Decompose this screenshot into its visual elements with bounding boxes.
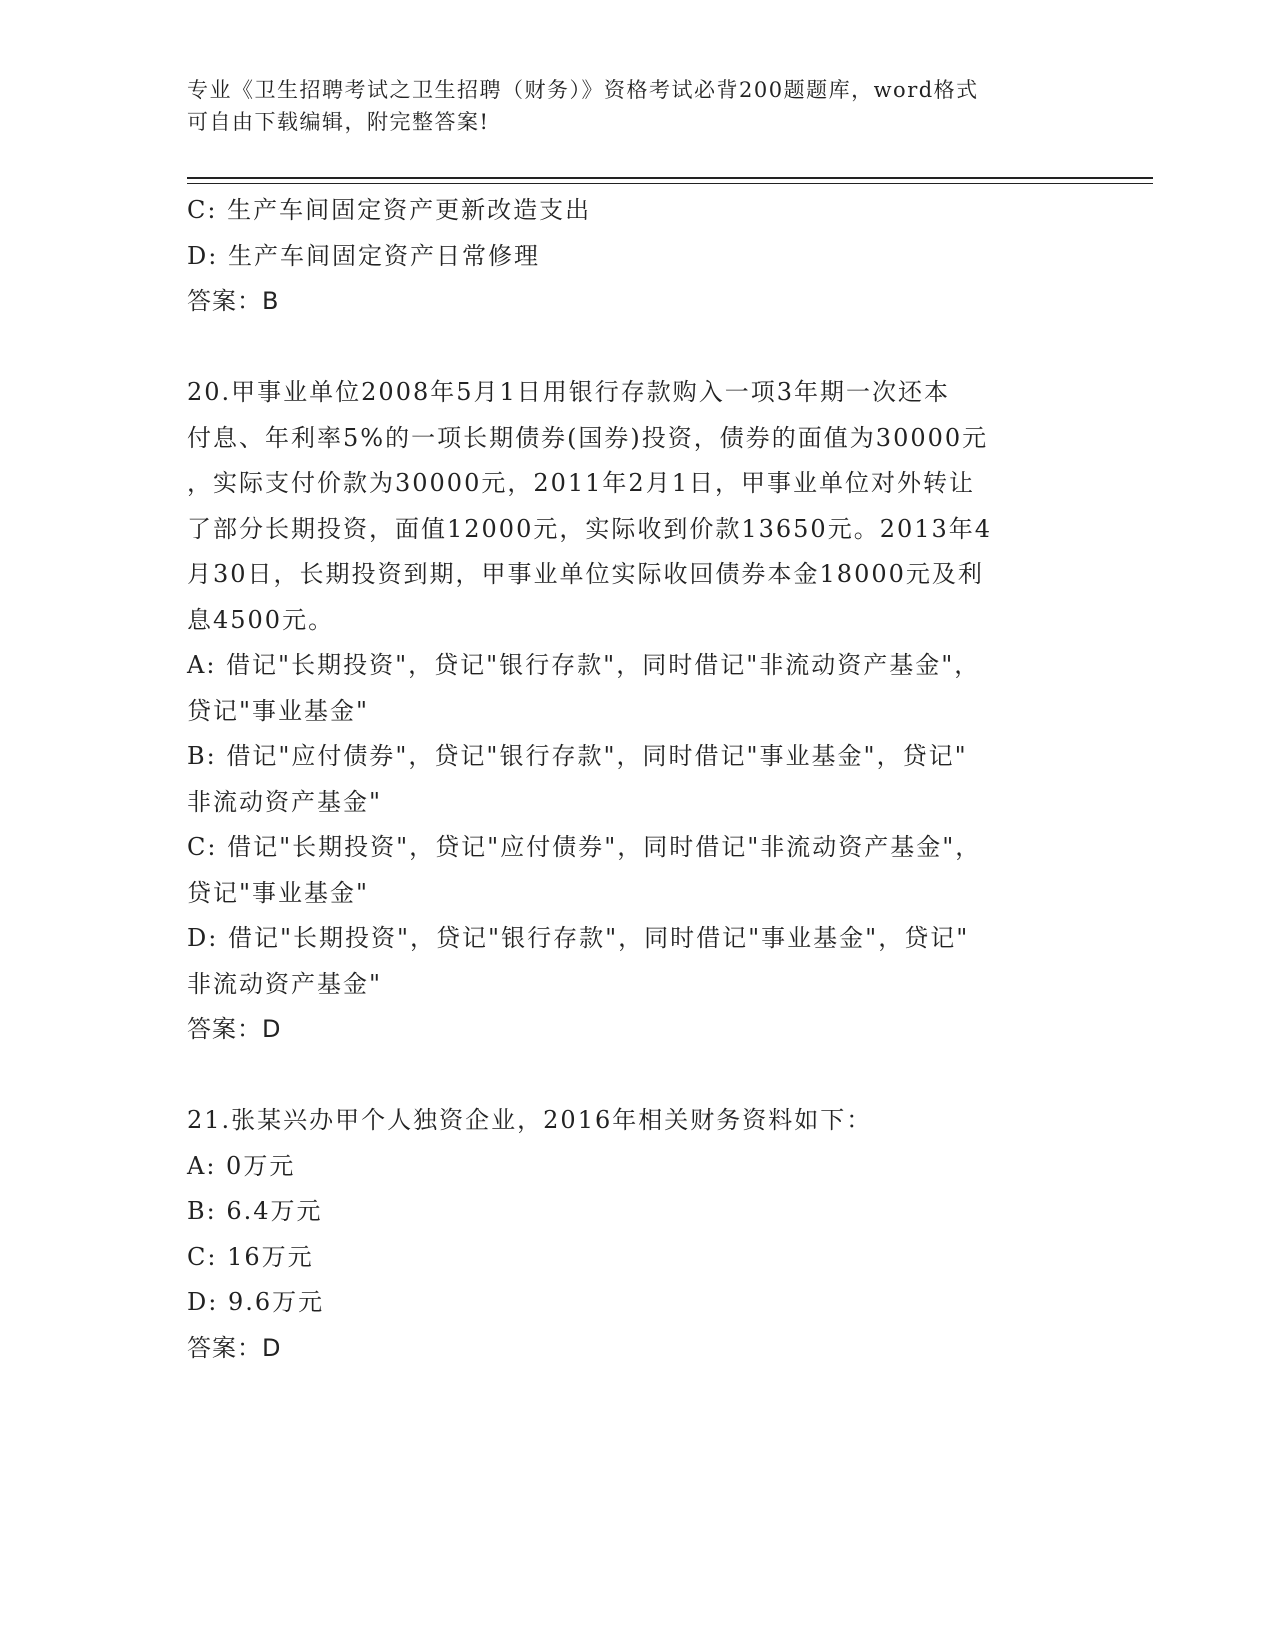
q20-answer: 答案：D: [187, 1015, 282, 1043]
q20-stem-line: 息4500元。: [187, 605, 335, 634]
q21-option-c: C: 16万元: [187, 1242, 314, 1271]
header-divider-thick: [187, 177, 1153, 179]
question-content: [187, 188, 1087, 1371]
question-spacer: [187, 1053, 1087, 1099]
q20-option-b-cont: 非流动资产基金": [187, 787, 383, 816]
q20-option-c: C: 借记"长期投资"，贷记"应付债券"，同时借记"非流动资产基金"，: [187, 833, 982, 861]
q21-option-d: D: 9.6万元: [187, 1288, 325, 1316]
question-spacer: [187, 325, 1087, 371]
q20-stem-line: 月30日，长期投资到期，甲事业单位实际收回债券本金18000元及利: [187, 560, 984, 588]
q20-option-d-cont: 非流动资产基金": [187, 969, 383, 998]
q21-stem: 21.张某兴办甲个人独资企业，2016年相关财务资料如下：: [187, 1106, 873, 1134]
q20-stem-line: ，实际支付价款为30000元，2011年2月1日，甲事业单位对外转让: [187, 469, 975, 497]
q19-answer: 答案：B: [187, 287, 280, 315]
q20-option-c-cont: 贷记"事业基金": [187, 878, 370, 907]
q21-option-b: B: 6.4万元: [187, 1197, 323, 1225]
q20-option-b: B: 借记"应付债券"，贷记"银行存款"，同时借记"事业基金"，贷记": [187, 742, 968, 770]
document-header: [187, 74, 1087, 138]
q20-stem-line: 20.甲事业单位2008年5月1日用银行存款购入一项3年期一次还本: [187, 378, 951, 406]
q20-option-a-cont: 贷记"事业基金": [187, 696, 370, 725]
q21-option-a: A: 0万元: [187, 1151, 296, 1180]
header-line-1: 专业《卫生招聘考试之卫生招聘（财务）》资格考试必背200题题库，word格式: [187, 78, 979, 102]
q21-answer: 答案：D: [187, 1333, 282, 1362]
q20-option-a: A: 借记"长期投资"，贷记"银行存款"，同时借记"非流动资产基金"，: [187, 651, 981, 679]
q20-stem-line: 付息、年利率5%的一项长期债券(国券)投资，债券的面值为30000元: [187, 423, 989, 452]
header-line-2: 可自由下载编辑，附完整答案!: [187, 110, 490, 134]
q19-option-d: D: 生产车间固定资产日常修理: [187, 241, 540, 270]
q20-option-d: D: 借记"长期投资"，贷记"银行存款"，同时借记"事业基金"，贷记": [187, 924, 970, 952]
header-divider-thin: [187, 183, 1153, 184]
q20-stem-line: 了部分长期投资，面值12000元，实际收到价款13650元。2013年4: [187, 514, 993, 543]
q19-option-c: C: 生产车间固定资产更新改造支出: [187, 196, 592, 224]
